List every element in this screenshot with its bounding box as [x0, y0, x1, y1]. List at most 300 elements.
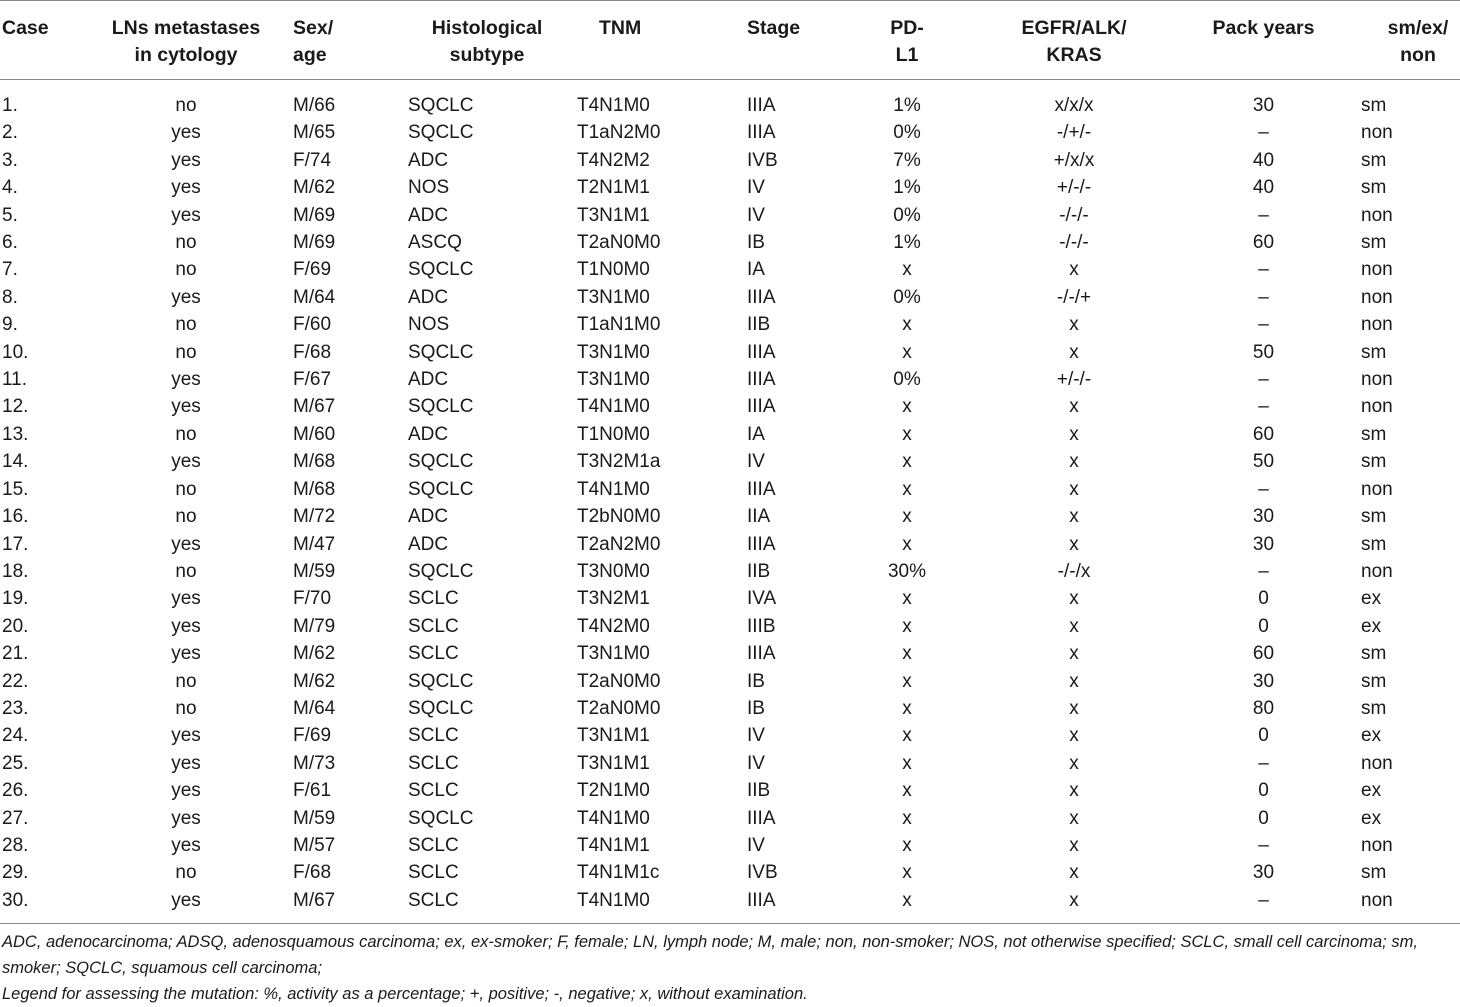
cell-tnm: T4N1M0 — [573, 887, 741, 924]
cell-sex-age: M/73 — [293, 752, 336, 774]
cell-case: 16. — [2, 506, 29, 528]
cell-ln-metastases: yes — [171, 396, 201, 418]
header-stage: Stage — [741, 1, 860, 80]
cell-smoking-status: non — [1361, 560, 1393, 582]
cell-histological-subtype: ADC — [408, 204, 449, 226]
cell-pack-years: – — [1194, 887, 1333, 924]
cell-case: 24. — [2, 725, 29, 747]
table-row — [0, 174, 1460, 201]
cell-histological-subtype: ADC — [408, 286, 449, 308]
cell-pack-years: – — [1258, 286, 1269, 308]
cell-egfr-alk-kras: x — [1069, 697, 1079, 719]
cell-ln-metastases: yes — [171, 451, 201, 473]
cell-egfr-alk-kras: x — [1069, 615, 1079, 637]
cell-pack-years: – — [1258, 478, 1269, 500]
cell-stage: IIIA — [747, 478, 776, 500]
cell-sex-age: F/67 — [293, 369, 332, 391]
cell-stage: IV — [747, 752, 765, 774]
cell-case: 22. — [2, 670, 29, 692]
cell-stage: IIIA — [747, 341, 776, 363]
header-smoking-status: sm/ex/ non — [1333, 1, 1460, 80]
cell-stage: IV — [747, 204, 765, 226]
cell-sex-age: M/68 — [293, 451, 336, 473]
cell-pd-l1: x — [902, 588, 912, 610]
cell-stage: IB — [747, 232, 765, 254]
table-row — [0, 339, 1460, 366]
cell-smoking-status: ex — [1361, 615, 1382, 637]
cell-egfr-alk-kras: x — [1069, 423, 1079, 445]
cell-smoking-status: non — [1361, 834, 1393, 856]
cell-histological-subtype: SCLC — [408, 725, 459, 747]
cell-smoking-status: non — [1361, 369, 1393, 391]
cell-sex-age: F/60 — [293, 314, 332, 336]
cell-egfr-alk-kras: +/-/- — [1056, 177, 1092, 199]
cell-egfr-alk-kras: -/+/- — [1056, 122, 1092, 144]
cell-pack-years: – — [1258, 369, 1269, 391]
header-row — [0, 1, 1460, 80]
cell-histological-subtype: SQCLC — [408, 341, 474, 363]
cell-smoking-status: sm — [1361, 177, 1387, 199]
cell-case: 23. — [2, 697, 29, 719]
cell-case: 20. — [2, 615, 29, 637]
cell-pack-years: – — [1258, 122, 1269, 144]
cell-sex-age: M/69 — [293, 204, 336, 226]
cell-ln-metastases: no — [175, 697, 197, 719]
cell-sex-age: M/72 — [293, 506, 336, 528]
cell-tnm: T4N1M1 — [577, 834, 650, 856]
header-histological-subtype: Histological subtype — [402, 1, 573, 80]
cell-case: 25. — [2, 752, 29, 774]
header-sex-age: Sex/ age — [287, 1, 402, 80]
cell-ln-metastases: yes — [171, 588, 201, 610]
cell-pd-l1: x — [902, 396, 912, 418]
cell-ln-metastases: yes — [171, 834, 201, 856]
cell-histological-subtype: ADC — [408, 506, 449, 528]
cell-pd-l1: x — [902, 862, 912, 884]
cell-pd-l1: 1% — [893, 232, 921, 254]
cell-tnm: T4N1M0 — [577, 396, 650, 418]
cell-sex-age: M/59 — [293, 807, 336, 829]
cell-stage: IIIA — [741, 887, 860, 924]
cell-ln-metastases: no — [175, 95, 197, 116]
cell-ln-metastases: no — [175, 478, 197, 500]
cell-case: 6. — [2, 232, 18, 254]
cell-case: 4. — [2, 177, 18, 199]
cell-sex-age: F/69 — [293, 259, 332, 281]
cell-stage: IIIB — [747, 615, 776, 637]
cell-pd-l1: x — [902, 314, 912, 336]
cell-sex-age: M/79 — [293, 615, 336, 637]
cell-ln-metastases: no — [175, 423, 197, 445]
cell-histological-subtype: SQCLC — [408, 807, 474, 829]
cell-case: 19. — [2, 588, 29, 610]
cell-case: 13. — [2, 423, 29, 445]
cell-tnm: T1N0M0 — [577, 259, 650, 281]
table-body — [0, 80, 1460, 924]
table-row — [0, 284, 1460, 311]
cell-pd-l1: x — [902, 451, 912, 473]
cell-smoking-status: sm — [1361, 232, 1387, 254]
cell-stage: IIIA — [747, 643, 776, 665]
table-row — [0, 531, 1460, 558]
table-row — [0, 256, 1460, 283]
cell-case: 15. — [2, 478, 29, 500]
header-ln-metastases: LNs metastases in cytology — [85, 1, 287, 80]
cell-pd-l1: 1% — [893, 177, 921, 199]
cell-histological-subtype: SQCLC — [408, 95, 474, 116]
footnote-legend: Legend for assessing the mutation: %, activity as a percentage; +, positive; -, negative; x, without examination. — [2, 985, 808, 1003]
cell-pack-years: 0 — [1258, 588, 1269, 610]
cell-stage: IV — [747, 834, 765, 856]
cell-pd-l1: x — [902, 341, 912, 363]
cell-pd-l1: 0% — [893, 122, 921, 144]
cell-sex-age: M/68 — [293, 478, 336, 500]
cell-histological-subtype: SQCLC — [408, 451, 474, 473]
cell-pd-l1: 0% — [893, 204, 921, 226]
cell-stage: IVA — [747, 588, 777, 610]
table-row — [0, 366, 1460, 393]
cell-egfr-alk-kras: -/-/- — [1059, 232, 1089, 254]
cell-smoking-status: non — [1361, 396, 1393, 418]
table-row — [0, 859, 1460, 886]
table-row — [0, 640, 1460, 667]
table-row — [0, 80, 1460, 120]
cell-stage: IIIA — [747, 396, 776, 418]
cell-sex-age: M/65 — [293, 122, 336, 144]
cell-tnm: T1aN2M0 — [577, 122, 661, 144]
cell-pd-l1: x — [902, 478, 912, 500]
cell-sex-age: F/61 — [293, 780, 332, 802]
cell-sex-age: M/57 — [293, 834, 336, 856]
cell-histological-subtype: SCLC — [408, 615, 459, 637]
table-row — [0, 695, 1460, 722]
cell-ln-metastases: no — [175, 314, 197, 336]
cell-egfr-alk-kras: x — [954, 887, 1194, 924]
cell-pack-years: 60 — [1252, 232, 1275, 254]
cell-pd-l1: x — [860, 887, 954, 924]
cell-smoking-status: sm — [1361, 643, 1387, 665]
cell-smoking-status: non — [1361, 259, 1393, 281]
table-row — [0, 202, 1460, 229]
cell-ln-metastases: no — [175, 506, 197, 528]
cell-histological-subtype: NOS — [408, 314, 450, 336]
cell-histological-subtype: ASCQ — [408, 232, 462, 254]
cell-ln-metastases: yes — [171, 725, 201, 747]
cell-pack-years: 60 — [1252, 423, 1275, 445]
cell-egfr-alk-kras: -/-/- — [1059, 204, 1089, 226]
cell-tnm: T2aN0M0 — [577, 697, 661, 719]
cell-histological-subtype: SCLC — [408, 752, 459, 774]
cell-ln-metastases: yes — [171, 807, 201, 829]
footnote-abbreviations: ADC, adenocarcinoma; ADSQ, adenosquamous carcinoma; ex, ex-smoker; F, female; LN, lymph node; M, male; non, non-smoker; NOS, not otherwise specified; SCLC, small cell carcinoma; sm, smoker; SQCLC, squamous cell carcinoma; — [2, 933, 1418, 977]
table-row — [0, 558, 1460, 585]
cell-stage: IB — [747, 697, 765, 719]
cell-histological-subtype: SCLC — [408, 588, 459, 610]
cell-histological-subtype: SQCLC — [408, 560, 474, 582]
cell-case: 26. — [2, 780, 29, 802]
cell-case: 10. — [2, 341, 29, 363]
table-row — [0, 777, 1460, 804]
cell-smoking-status: sm — [1361, 95, 1387, 116]
cell-egfr-alk-kras: +/x/x — [1053, 149, 1095, 171]
cell-sex-age: F/68 — [293, 341, 332, 363]
cell-case: 12. — [2, 396, 29, 418]
table-row — [0, 585, 1460, 612]
cell-egfr-alk-kras: x — [1069, 725, 1079, 747]
cell-egfr-alk-kras: x — [1069, 807, 1079, 829]
cell-egfr-alk-kras: x — [1069, 451, 1079, 473]
cell-smoking-status: non — [1361, 286, 1393, 308]
cell-egfr-alk-kras: x — [1069, 780, 1079, 802]
cell-stage: IIIA — [747, 95, 776, 116]
cell-tnm: T4N1M0 — [577, 95, 650, 116]
cell-pack-years: 60 — [1252, 643, 1275, 665]
cell-pd-l1: x — [902, 697, 912, 719]
cell-egfr-alk-kras: -/-/x — [1057, 560, 1091, 582]
header-pack-years: Pack years — [1194, 1, 1333, 80]
cell-sex-age: F/74 — [293, 149, 332, 171]
cell-histological-subtype: SQCLC — [408, 259, 474, 281]
cell-pack-years: 50 — [1252, 341, 1275, 363]
cell-case: 30. — [0, 887, 85, 924]
cell-ln-metastases: yes — [171, 615, 201, 637]
cell-pd-l1: x — [902, 780, 912, 802]
cell-pack-years: – — [1258, 396, 1269, 418]
cell-histological-subtype: NOS — [408, 177, 450, 199]
cell-pd-l1: x — [902, 615, 912, 637]
table-row — [0, 805, 1460, 832]
cell-egfr-alk-kras: x — [1069, 506, 1079, 528]
cell-egfr-alk-kras: x — [1069, 670, 1079, 692]
cell-smoking-status: non — [1361, 752, 1393, 774]
cell-case: 14. — [2, 451, 29, 473]
cell-tnm: T3N1M1 — [577, 725, 650, 747]
cell-tnm: T3N1M1 — [577, 204, 650, 226]
cell-case: 18. — [2, 560, 29, 582]
cell-histological-subtype: ADC — [408, 533, 449, 555]
cell-pd-l1: x — [902, 259, 912, 281]
header-tnm: TNM — [573, 1, 741, 80]
cell-pack-years: 30 — [1252, 506, 1275, 528]
cell-case: 5. — [2, 204, 18, 226]
cell-stage: IV — [747, 725, 765, 747]
table-row — [0, 147, 1460, 174]
cell-sex-age: F/70 — [293, 588, 332, 610]
cell-smoking-status: ex — [1361, 807, 1382, 829]
cell-ln-metastases: no — [175, 259, 197, 281]
cell-case: 21. — [2, 643, 29, 665]
cell-egfr-alk-kras: x — [1069, 588, 1079, 610]
cell-stage: IA — [747, 259, 765, 281]
header-egfr-alk-kras: EGFR/ALK/ KRAS — [954, 1, 1194, 80]
cell-stage: IV — [747, 451, 765, 473]
cell-sex-age: M/64 — [293, 697, 336, 719]
table-row — [0, 832, 1460, 859]
cell-smoking-status: sm — [1361, 423, 1387, 445]
cell-pd-l1: x — [902, 533, 912, 555]
cell-tnm: T2aN2M0 — [577, 533, 661, 555]
table-row — [0, 448, 1460, 475]
cell-pd-l1: 30% — [887, 560, 927, 582]
cell-sex-age: F/68 — [293, 862, 332, 884]
cell-ln-metastases: no — [175, 232, 197, 254]
cell-smoking-status: non — [1333, 887, 1460, 924]
table-row — [0, 421, 1460, 448]
cell-case: 28. — [2, 834, 29, 856]
cell-pack-years: 30 — [1252, 95, 1275, 116]
cell-stage: IIB — [747, 560, 771, 582]
cell-pack-years: 40 — [1252, 177, 1275, 199]
cell-tnm: T3N2M1 — [577, 588, 650, 610]
cell-tnm: T1N0M0 — [577, 423, 650, 445]
cell-egfr-alk-kras: x — [1069, 643, 1079, 665]
cell-tnm: T4N2M2 — [577, 149, 650, 171]
cell-smoking-status: sm — [1361, 506, 1387, 528]
cell-ln-metastases: yes — [85, 887, 287, 924]
cell-smoking-status: sm — [1361, 341, 1387, 363]
cell-pd-l1: 0% — [893, 286, 921, 308]
cell-pack-years: 80 — [1252, 697, 1275, 719]
cell-smoking-status: ex — [1361, 588, 1382, 610]
cell-sex-age: M/47 — [293, 533, 336, 555]
cell-tnm: T2bN0M0 — [577, 506, 661, 528]
cell-egfr-alk-kras: x — [1069, 862, 1079, 884]
cell-egfr-alk-kras: x — [1069, 533, 1079, 555]
cell-case: 11. — [2, 369, 28, 391]
cell-ln-metastases: no — [175, 670, 197, 692]
cell-stage: IVB — [747, 149, 778, 171]
cell-sex-age: M/59 — [293, 560, 336, 582]
cell-histological-subtype: ADC — [408, 149, 449, 171]
cell-smoking-status: non — [1361, 122, 1393, 144]
cell-histological-subtype: SCLC — [408, 862, 459, 884]
table-row — [0, 229, 1460, 256]
cell-ln-metastases: yes — [171, 204, 201, 226]
cell-case: 8. — [2, 286, 18, 308]
cell-case: 29. — [2, 862, 29, 884]
table-row — [0, 750, 1460, 777]
cell-sex-age: M/62 — [293, 643, 336, 665]
cell-smoking-status: sm — [1361, 451, 1387, 473]
cell-histological-subtype: SCLC — [402, 887, 573, 924]
cell-pack-years: – — [1258, 560, 1269, 582]
cell-tnm: T2aN0M0 — [577, 670, 661, 692]
cell-pack-years: 0 — [1258, 807, 1269, 829]
table-row — [0, 613, 1460, 640]
cell-stage: IIB — [747, 780, 771, 802]
cell-histological-subtype: SQCLC — [408, 122, 474, 144]
cell-ln-metastases: yes — [171, 643, 201, 665]
cell-histological-subtype: SQCLC — [408, 396, 474, 418]
cell-case: 3. — [2, 149, 18, 171]
cell-stage: IA — [747, 423, 765, 445]
cell-pd-l1: x — [902, 670, 912, 692]
cell-egfr-alk-kras: x — [1069, 752, 1079, 774]
header-pd-l1: PD- L1 — [860, 1, 954, 80]
cell-smoking-status: non — [1361, 204, 1393, 226]
cell-case: 17. — [2, 533, 29, 555]
cell-ln-metastases: no — [175, 862, 197, 884]
cell-pd-l1: x — [902, 834, 912, 856]
cell-tnm: T4N1M0 — [577, 807, 650, 829]
cell-histological-subtype: SCLC — [408, 834, 459, 856]
cell-pd-l1: 0% — [893, 369, 921, 391]
cell-pd-l1: x — [902, 423, 912, 445]
cell-ln-metastases: yes — [171, 369, 201, 391]
cell-egfr-alk-kras: x — [1069, 341, 1079, 363]
cell-sex-age: F/69 — [293, 725, 332, 747]
cell-pack-years: 30 — [1252, 533, 1275, 555]
table-header — [0, 1, 1460, 80]
cell-egfr-alk-kras: x — [1069, 834, 1079, 856]
cell-tnm: T3N0M0 — [577, 560, 650, 582]
cell-tnm: T2N1M1 — [577, 177, 650, 199]
cell-histological-subtype: ADC — [408, 369, 449, 391]
cell-sex-age: M/64 — [293, 286, 336, 308]
cell-tnm: T2N1M0 — [577, 780, 650, 802]
cell-ln-metastases: yes — [171, 177, 201, 199]
cell-sex-age: M/69 — [293, 232, 336, 254]
cell-tnm: T4N1M0 — [577, 478, 650, 500]
table-row — [0, 119, 1460, 146]
cell-histological-subtype: SCLC — [408, 780, 459, 802]
cell-pack-years: – — [1258, 259, 1269, 281]
cell-ln-metastases: yes — [171, 780, 201, 802]
cell-pd-l1: x — [902, 807, 912, 829]
cell-pd-l1: x — [902, 506, 912, 528]
table-row — [0, 668, 1460, 695]
cell-egfr-alk-kras: -/-/+ — [1056, 286, 1092, 308]
cell-histological-subtype: SQCLC — [408, 478, 474, 500]
cell-egfr-alk-kras: x — [1069, 478, 1079, 500]
cell-pd-l1: 7% — [893, 149, 921, 171]
cell-stage: IV — [747, 177, 765, 199]
cell-egfr-alk-kras: x — [1069, 396, 1079, 418]
cell-egfr-alk-kras: x/x/x — [1054, 95, 1094, 116]
cell-tnm: T3N1M0 — [577, 369, 650, 391]
header-case: Case — [0, 1, 85, 80]
cell-stage: IB — [747, 670, 765, 692]
cell-smoking-status: ex — [1361, 725, 1382, 747]
cell-pd-l1: x — [902, 725, 912, 747]
cell-histological-subtype: SQCLC — [408, 670, 474, 692]
cell-stage: IIIA — [747, 286, 776, 308]
cell-pack-years: 30 — [1252, 862, 1275, 884]
cell-sex-age: M/66 — [293, 95, 336, 116]
cell-pack-years: 0 — [1258, 780, 1269, 802]
cell-case: 1. — [2, 95, 18, 116]
cell-tnm: T3N1M0 — [577, 286, 650, 308]
cell-smoking-status: sm — [1361, 533, 1387, 555]
cell-ln-metastases: yes — [171, 752, 201, 774]
table-row — [0, 887, 1460, 924]
cell-tnm: T3N1M1 — [577, 752, 650, 774]
cell-ln-metastases: yes — [171, 533, 201, 555]
table-row — [0, 722, 1460, 749]
cell-tnm: T3N1M0 — [577, 643, 650, 665]
cell-stage: IIIA — [747, 369, 776, 391]
cell-stage: IIA — [747, 506, 771, 528]
cell-sex-age: M/67 — [287, 887, 402, 924]
cell-stage: IIIA — [747, 533, 776, 555]
cell-histological-subtype: SCLC — [408, 643, 459, 665]
cell-stage: IIIA — [747, 122, 776, 144]
cell-pd-l1: x — [902, 643, 912, 665]
cell-smoking-status: ex — [1361, 780, 1382, 802]
cell-smoking-status: non — [1361, 314, 1393, 336]
cell-tnm: T3N1M0 — [577, 341, 650, 363]
cell-tnm: T2aN0M0 — [577, 232, 661, 254]
